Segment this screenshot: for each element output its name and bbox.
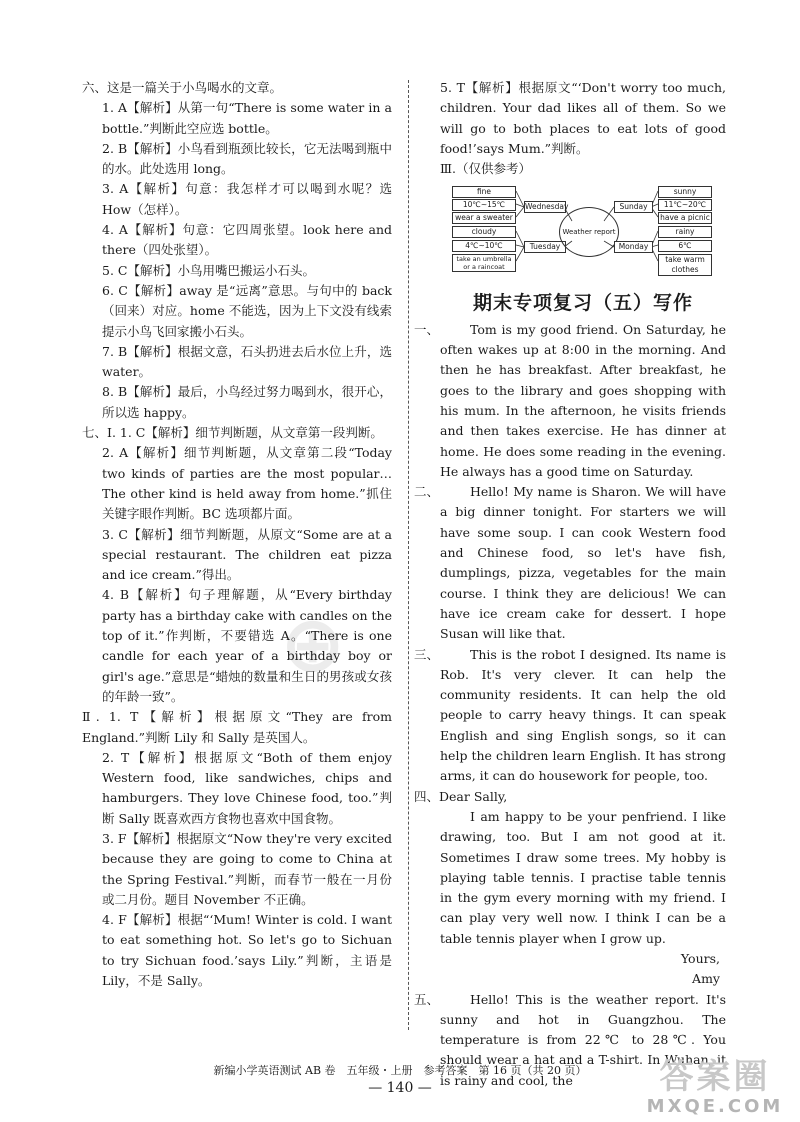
essay-2-number: 二、: [414, 484, 440, 500]
page-number: — 140 —: [368, 1080, 432, 1096]
answer-paragraph: 3. C【解析】细节判断题，从原文“Some are at a special restaurant. The children eat pizza and ice cream.”得出。: [102, 526, 392, 583]
answer-paragraph: 5. C【解析】小鸟用嘴巴搬运小石头。: [102, 262, 315, 278]
mon-temp: 6℃: [658, 240, 712, 252]
column-divider: [408, 80, 409, 1030]
wednesday-node: Wednesday: [525, 202, 569, 212]
answer-paragraph: 4. F【解析】根据“‘Mum! Winter is cold. I want to eat something hot. So let's go to Sichuan to try Sichuan food.’says Lily.”判断，主语是 Lily，不是 Sally。: [102, 912, 392, 989]
mon-advice: take warm clothes: [658, 254, 712, 276]
section-3-heading: Ⅲ.（仅供参考）: [440, 161, 532, 177]
sun-weather: sunny: [658, 186, 712, 198]
answer-paragraph: 2. T【解析】根据原文“Both of them enjoy Western food, like sandwiches, chips and hamburgers. They love Chinese food, too.”判断 Sally 既喜欢西方食物也喜欢中国食物。: [102, 749, 392, 826]
essay-4-closing: Yours,: [680, 950, 720, 966]
wed-weather: fine: [452, 186, 516, 198]
answer-paragraph: 7. B【解析】根据文意，石头扔进去后水位上升，选 water。: [102, 343, 392, 380]
answer-5: 5. T【解析】根据原文“‘Don't worry too much, children. Your dad likes all of them. So we will go to both places to eat lots of good food!’says Mum.”判断。: [440, 80, 726, 156]
sunday-node: Sunday: [614, 201, 653, 213]
answer-paragraph: 2. A【解析】细节判断题，从文章第二段“Today two kinds of parties are the most popular… The other kind is held away from home.”抓住关键字眼作判断。BC 选项都片面。: [102, 445, 392, 522]
left-column: [82, 78, 392, 991]
essay-2: [414, 482, 726, 644]
answer-paragraph: 8. B【解析】最后，小鸟经过努力喝到水，很开心，所以选 happy。: [102, 384, 392, 420]
essay-4-signature: Amy: [692, 971, 720, 987]
sun-advice: have a picnic: [658, 212, 712, 224]
background-watermark: ⊕: [280, 600, 356, 690]
answer-paragraph: 4. A【解析】句意：它四周张望。look here and there（四处张望）。: [102, 222, 392, 258]
mon-weather: rainy: [658, 226, 712, 238]
essay-4-text: I am happy to be your penfriend. I like drawing, too. But I am not good at it. Sometimes I draw some trees. My hobby is playing table tennis. I practise table tennis in the gym every morning with my friend. I can play very well now. I think I can be a table tennis player when I grow up.: [440, 808, 726, 946]
weather-report-center: Weather report: [559, 207, 619, 257]
answer-paragraph: Ⅱ. 1. T【解析】根据原文“They are from England.”判断 Lily 和 Sally 是英国人。: [82, 709, 392, 745]
page-footer: 新编小学英语测试 AB 卷 五年级・上册 参考答案 第 16 页（共 20 页）: [213, 1064, 587, 1077]
answer-paragraph: 3. A【解析】句意：我怎样才可以喝到水呢？选 How（怎样）。: [102, 181, 392, 217]
section-title: 期末专项复习（五）写作: [472, 292, 693, 315]
wed-temp: 10℃~15℃: [452, 199, 516, 211]
answer-paragraph: 2. B【解析】小鸟看到瓶颈比较长，它无法喝到瓶中的水。此处选用 long。: [102, 140, 392, 177]
essay-3-text: This is the robot I designed. Its name is Rob. It's very clever. It can help the community residents. It can help the old people to carry heavy things. It can speak English and sing English songs, so it can help the children learn English. It has strong arms, it can do housework for people, too.: [440, 646, 726, 784]
essay-2-text: Hello! My name is Sharon. We will have a big dinner tonight. For starters we will have some soup. I can cook Western food and Chinese food, so let's have fish, dumplings, pizza, vegetables for the main course. I think they are delicious! We can have ice cream cake for dessert. I hope Susan will like that.: [440, 484, 726, 642]
essay-1-text: Tom is my good friend. On Saturday, he often wakes up at 8:00 in the morning. And then he has breakfast. After breakfast, he goes to the library and goes shopping with his mum. In the afternoon, he visits friends and then takes exercise. He has dinner at home. He does some reading in the evening. He always has a good time on Saturday.: [440, 321, 726, 479]
right-column: [414, 78, 726, 1091]
essay-4-heading: 四、Dear Sally,: [414, 788, 508, 804]
essay-3: [414, 645, 726, 787]
tue-weather: cloudy: [452, 226, 516, 238]
tuesday-node: Tuesday: [524, 241, 566, 253]
watermark-url: MXQE.COM: [646, 1096, 784, 1117]
answer-paragraph: 七、Ⅰ. 1. C【解析】细节判断题，从文章第一段判断。: [82, 425, 383, 441]
answer-paragraph: 6. C【解析】away 是“远离”意思。与句中的 back（回来）对应。home 不能选，因为上下文没有线索提示小鸟飞回家搬小石头。: [102, 282, 392, 339]
sun-temp: 11℃~20℃: [658, 199, 712, 211]
essay-1-number: 一、: [414, 321, 440, 337]
tue-temp: 4℃~10℃: [452, 240, 516, 252]
essay-4: [414, 787, 726, 990]
watermark-logo-text: 答案圈: [659, 1057, 771, 1097]
answer-paragraph: 1. A【解析】从第一句“There is some water in a bottle.”判断此空应选 bottle。: [102, 100, 392, 136]
essay-1: [414, 320, 726, 482]
answer-paragraph: 3. F【解析】根据原文“Now they're very excited because they are going to come to China at the Spring Festival.”判断，而春节一般在一月份或二月份。题目 November 不正确。: [102, 830, 392, 907]
answer-paragraph: 4. B【解析】句子理解题，从“Every birthday party has a birthday cake with candles on the top of it.”作判断，不要错选 A。“There is one candle for each year of a birthday boy or girl's age.”意思是“蜡烛的数量和生日的男孩或女孩的年龄一致”。: [102, 587, 392, 704]
site-watermark: [630, 1058, 800, 1122]
essay-3-number: 三、: [414, 646, 440, 662]
wed-advice: wear a sweater: [452, 212, 516, 224]
monday-node: Monday: [614, 241, 653, 253]
essay-5-number: 五、: [414, 991, 440, 1007]
weather-mind-map: [446, 185, 716, 277]
tue-advice: take an umbrella or a raincoat: [452, 254, 516, 272]
answer-paragraph: 六、这是一篇关于小鸟喝水的文章。: [82, 80, 283, 95]
essay-5-text: Hello! This is the weather report. It's sunny and hot in Guangzhou. The temperature is from 22℃ to 28℃. You should wear a hat and a T-shirt. In Wuhan, it is rainy and cool, the: [440, 991, 726, 1088]
